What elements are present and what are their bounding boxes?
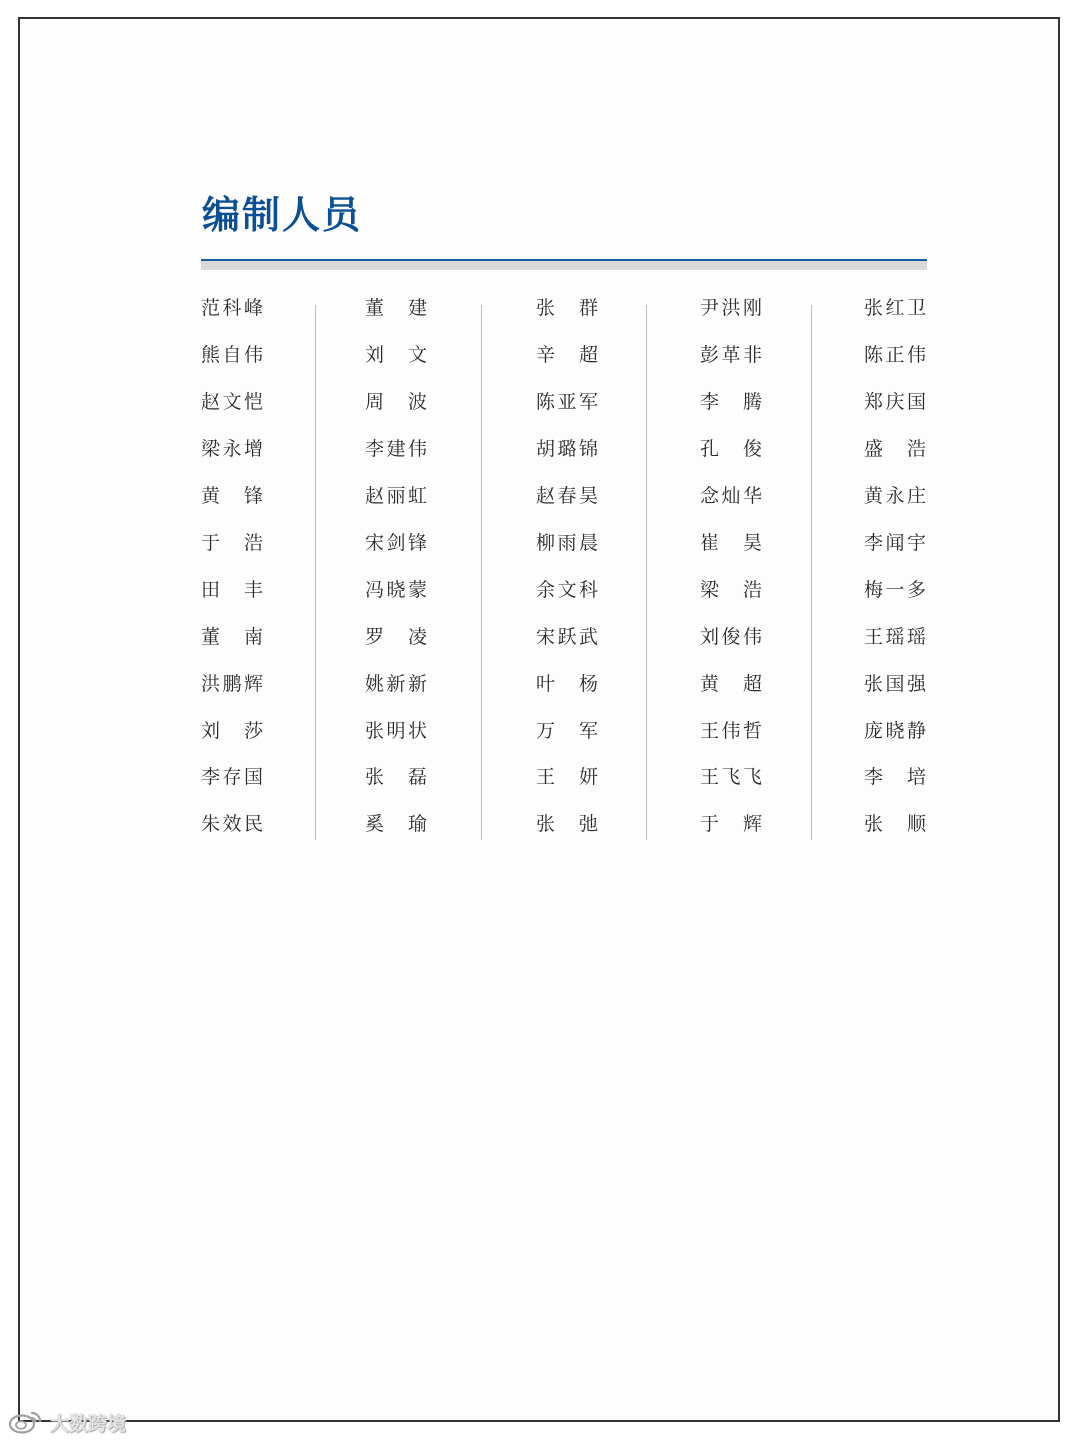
name-entry: 冯晓蒙 [365,579,427,601]
column-divider [481,305,482,840]
name-entry: 孔 俊 [700,438,762,460]
name-entry: 叶 杨 [536,673,598,695]
name-entry: 梅一多 [864,579,926,601]
name-entry: 张 弛 [536,813,598,835]
name-entry: 张 磊 [365,766,427,788]
watermark-text: 大数跨境 [50,1412,127,1435]
name-entry: 赵春昊 [536,485,598,507]
name-entry: 黄 锋 [201,485,263,507]
name-entry: 奚 瑜 [365,813,427,835]
name-entry: 赵文恺 [201,391,263,413]
name-entry: 宋剑锋 [365,532,427,554]
name-entry: 崔 昊 [700,532,762,554]
name-entry: 朱效民 [201,813,263,835]
column-divider [646,305,647,840]
name-entry: 胡璐锦 [536,438,598,460]
name-entry: 李闻宇 [864,532,926,554]
name-entry: 李建伟 [365,438,427,460]
name-entry: 黄永庄 [864,485,926,507]
name-entry: 郑庆国 [864,391,926,413]
name-entry: 王飞飞 [700,766,762,788]
name-entry: 庞晓静 [864,720,926,742]
name-entry: 洪鹏辉 [201,673,263,695]
name-entry: 彭革非 [700,344,762,366]
name-entry: 刘 文 [365,344,427,366]
name-entry: 张 顺 [864,813,926,835]
name-entry: 张明状 [365,720,427,742]
name-entry: 范科峰 [201,297,263,319]
name-entry: 李存国 [201,766,263,788]
name-entry: 念灿华 [700,485,762,507]
name-entry: 梁 浩 [700,579,762,601]
name-entry: 王瑶瑶 [864,626,926,648]
name-entry: 于 浩 [201,532,263,554]
name-entry: 张国强 [864,673,926,695]
name-entry: 赵丽虹 [365,485,427,507]
column-divider [811,305,812,840]
name-entry: 辛 超 [536,344,598,366]
column-divider [315,305,316,840]
name-entry: 姚新新 [365,673,427,695]
name-entry: 刘俊伟 [700,626,762,648]
name-entry: 田 丰 [201,579,263,601]
name-entry: 余文科 [536,579,598,601]
title-rule [201,259,927,270]
name-entry: 陈亚军 [536,391,598,413]
name-entry: 熊自伟 [201,344,263,366]
name-entry: 董 南 [201,626,263,648]
name-entry: 李 腾 [700,391,762,413]
name-entry: 陈正伟 [864,344,926,366]
name-entry: 尹洪刚 [700,297,762,319]
name-entry: 张 群 [536,297,598,319]
watermark [8,1407,126,1437]
name-entry: 刘 莎 [201,720,263,742]
name-entry: 董 建 [365,297,427,319]
section-title: 编制人员 [202,193,363,237]
name-entry: 黄 超 [700,673,762,695]
name-entry: 柳雨晨 [536,532,598,554]
name-entry: 万 军 [536,720,598,742]
weibo-logo-icon [8,1409,44,1435]
name-entry: 王 妍 [536,766,598,788]
names-grid [201,290,928,840]
name-entry: 王伟哲 [700,720,762,742]
name-entry: 于 辉 [700,813,762,835]
name-entry: 梁永增 [201,438,263,460]
name-entry: 罗 凌 [365,626,427,648]
name-entry: 盛 浩 [864,438,926,460]
name-entry: 李 培 [864,766,926,788]
name-entry: 张红卫 [864,297,926,319]
name-entry: 宋跃武 [536,626,598,648]
name-entry: 周 波 [365,391,427,413]
